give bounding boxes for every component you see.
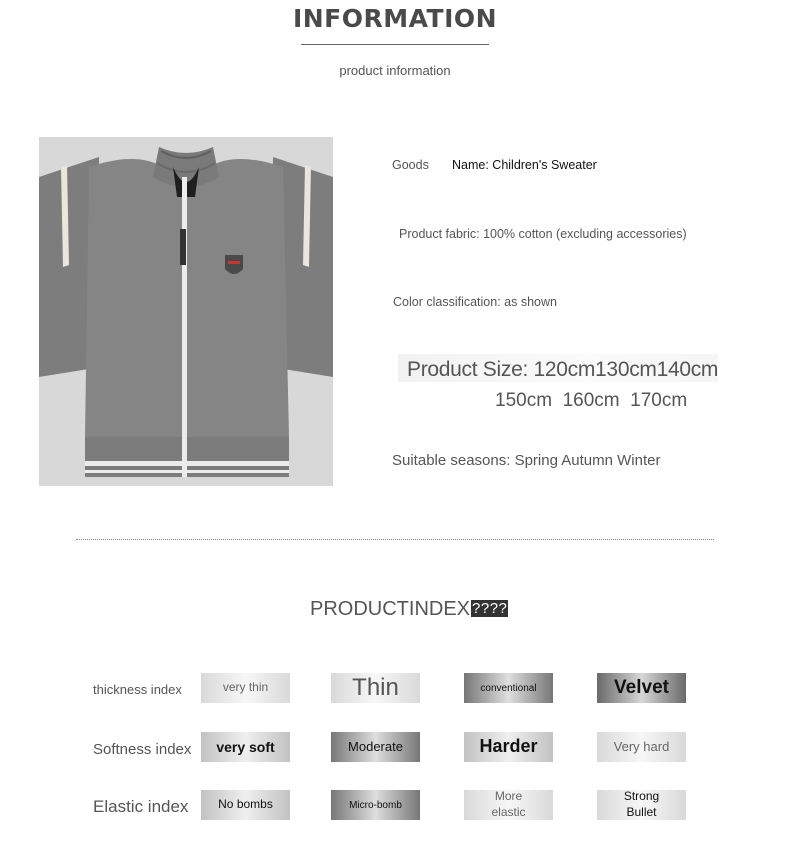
index-option: Micro-bomb <box>331 790 420 820</box>
product-index-title <box>310 598 508 621</box>
product-name: Name: Children's Sweater <box>452 158 597 172</box>
color-classification: Color classification: as shown <box>393 295 557 309</box>
index-option: Moderate <box>331 732 420 762</box>
index-option: Velvet <box>597 673 686 703</box>
section-divider <box>76 539 714 540</box>
index-option: Thin <box>331 673 420 703</box>
product-index-title-text: PRODUCTINDEX <box>310 598 471 620</box>
product-size-extra: 150cm 160cm 170cm <box>495 390 688 411</box>
index-option: More elastic <box>464 790 553 820</box>
thickness-index-label: thickness index <box>93 682 182 697</box>
product-image <box>39 137 333 486</box>
product-size: Product Size: 120cm130cm140cm <box>407 358 719 381</box>
suitable-seasons: Suitable seasons: Spring Autumn Winter <box>392 452 661 469</box>
index-option: conventional <box>464 673 553 703</box>
index-option: very thin <box>201 673 290 703</box>
index-option: Strong Bullet <box>597 790 686 820</box>
title-underline <box>301 44 489 45</box>
index-option: Harder <box>464 732 553 762</box>
product-index-title-suffix: ???? <box>472 600 508 617</box>
index-option: Very hard <box>597 732 686 762</box>
index-option: No bombs <box>201 790 290 820</box>
elastic-index-label: Elastic index <box>93 797 189 816</box>
goods-label: Goods <box>392 158 429 172</box>
page-subtitle: product information <box>339 63 451 78</box>
index-option: very soft <box>201 732 290 762</box>
page-title: INFORMATION <box>292 4 498 33</box>
softness-index-label: Softness index <box>93 741 192 758</box>
product-fabric: Product fabric: 100% cotton (excluding accessories) <box>399 227 687 241</box>
